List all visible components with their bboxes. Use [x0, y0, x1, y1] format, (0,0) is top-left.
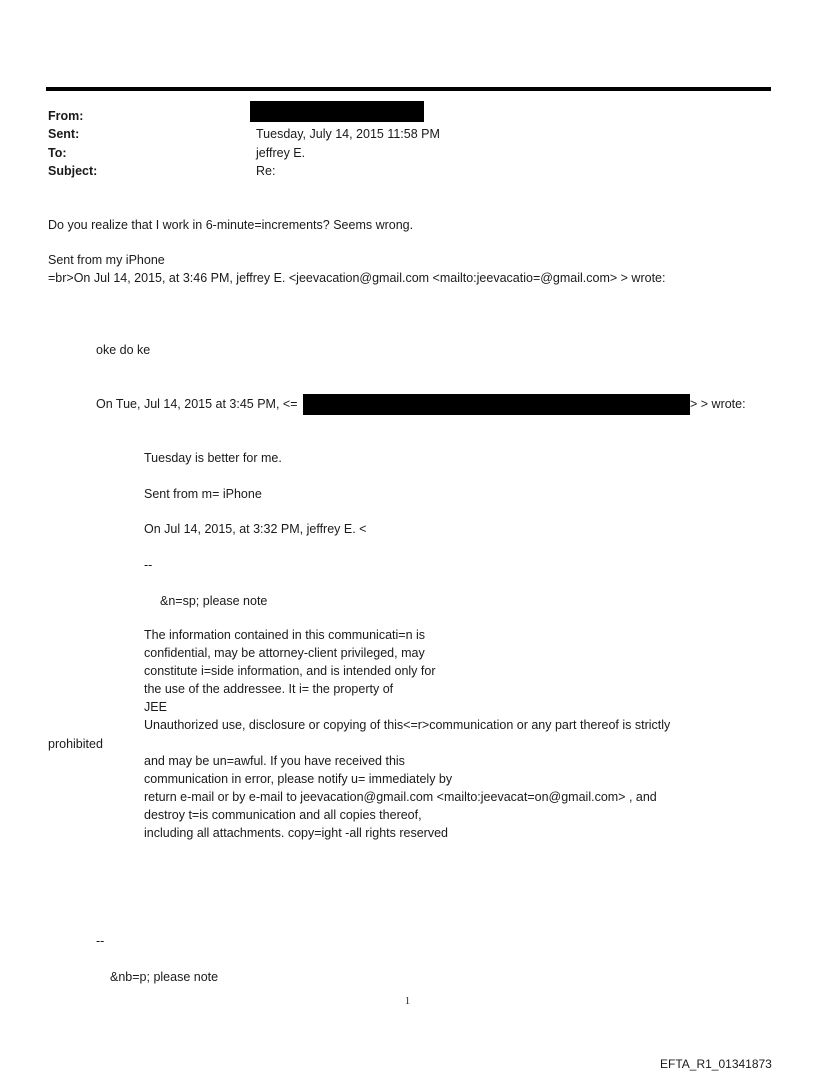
tuesday-line: Tuesday is better for me. — [144, 451, 282, 465]
to-label: To: — [48, 146, 67, 160]
redaction-from — [250, 101, 424, 122]
disclaimer-line: constitute i=side information, and is intended only for — [144, 663, 436, 678]
on-jul-332: On Jul 14, 2015, at 3:32 PM, jeffrey E. < — [144, 522, 367, 536]
nsp-note: &n=sp; please note — [160, 594, 268, 608]
document-id: EFTA_R1_01341873 — [660, 1057, 772, 1071]
disclaimer-line: Unauthorized use, disclosure or copying of this<=r>communication or any part thereof is strictly — [144, 717, 671, 732]
page-number: 1 — [405, 996, 410, 1007]
on-tue-suffix: > > wrote: — [690, 397, 746, 411]
sent-from-iphone: Sent from my iPhone — [48, 253, 165, 267]
top-rule — [46, 87, 771, 91]
prohibited-line: prohibited — [48, 737, 103, 751]
disclaimer-line: the use of the addressee. It i= the property of — [144, 681, 394, 696]
disclaimer-line: including all attachments. copy=ight -all rights reserved — [144, 825, 448, 840]
dashes-1: -- — [144, 558, 153, 572]
disclaimer-line: The information contained in this communicati=n is — [144, 628, 426, 642]
nbp-note: &nb=p; please note — [110, 970, 219, 984]
from-label: From: — [48, 109, 84, 123]
sent-from-m: Sent from m= iPhone — [144, 487, 262, 501]
sent-value: Tuesday, July 14, 2015 11:58 PM — [256, 127, 440, 141]
oke-line: oke do ke — [96, 343, 151, 357]
subject-value: Re: — [256, 164, 276, 178]
dashes-2: -- — [96, 934, 105, 948]
disclaimer-block-1 — [144, 627, 670, 734]
disclaimer-line: communication in error, please notify u= immediately by — [144, 771, 453, 786]
disclaimer-block-2 — [144, 753, 657, 843]
sent-label: Sent: — [48, 127, 80, 141]
disclaimer-line: confidential, may be attorney-client privileged, may — [144, 645, 425, 660]
redaction-email — [303, 394, 690, 415]
to-value: jeffrey E. — [256, 146, 306, 160]
subject-label: Subject: — [48, 164, 98, 178]
body-line-1: Do you realize that I work in 6-minute=increments? Seems wrong. — [48, 218, 414, 232]
quote-intro: =br>On Jul 14, 2015, at 3:46 PM, jeffrey E. <jeevacation@gmail.com <mailto:jeevacatio=@gmail.com> > wrote: — [48, 271, 666, 285]
disclaimer-line: return e-mail or by e-mail to jeevacation@gmail.com <mailto:jeevacat=on@gmail.com> , and — [144, 789, 657, 804]
disclaimer-line: destroy t=is communication and all copies thereof, — [144, 807, 422, 822]
disclaimer-line: JEE — [144, 699, 167, 714]
on-tue-prefix: On Tue, Jul 14, 2015 at 3:45 PM, <= — [96, 397, 298, 411]
disclaimer-line: and may be un=awful. If you have received this — [144, 754, 405, 768]
